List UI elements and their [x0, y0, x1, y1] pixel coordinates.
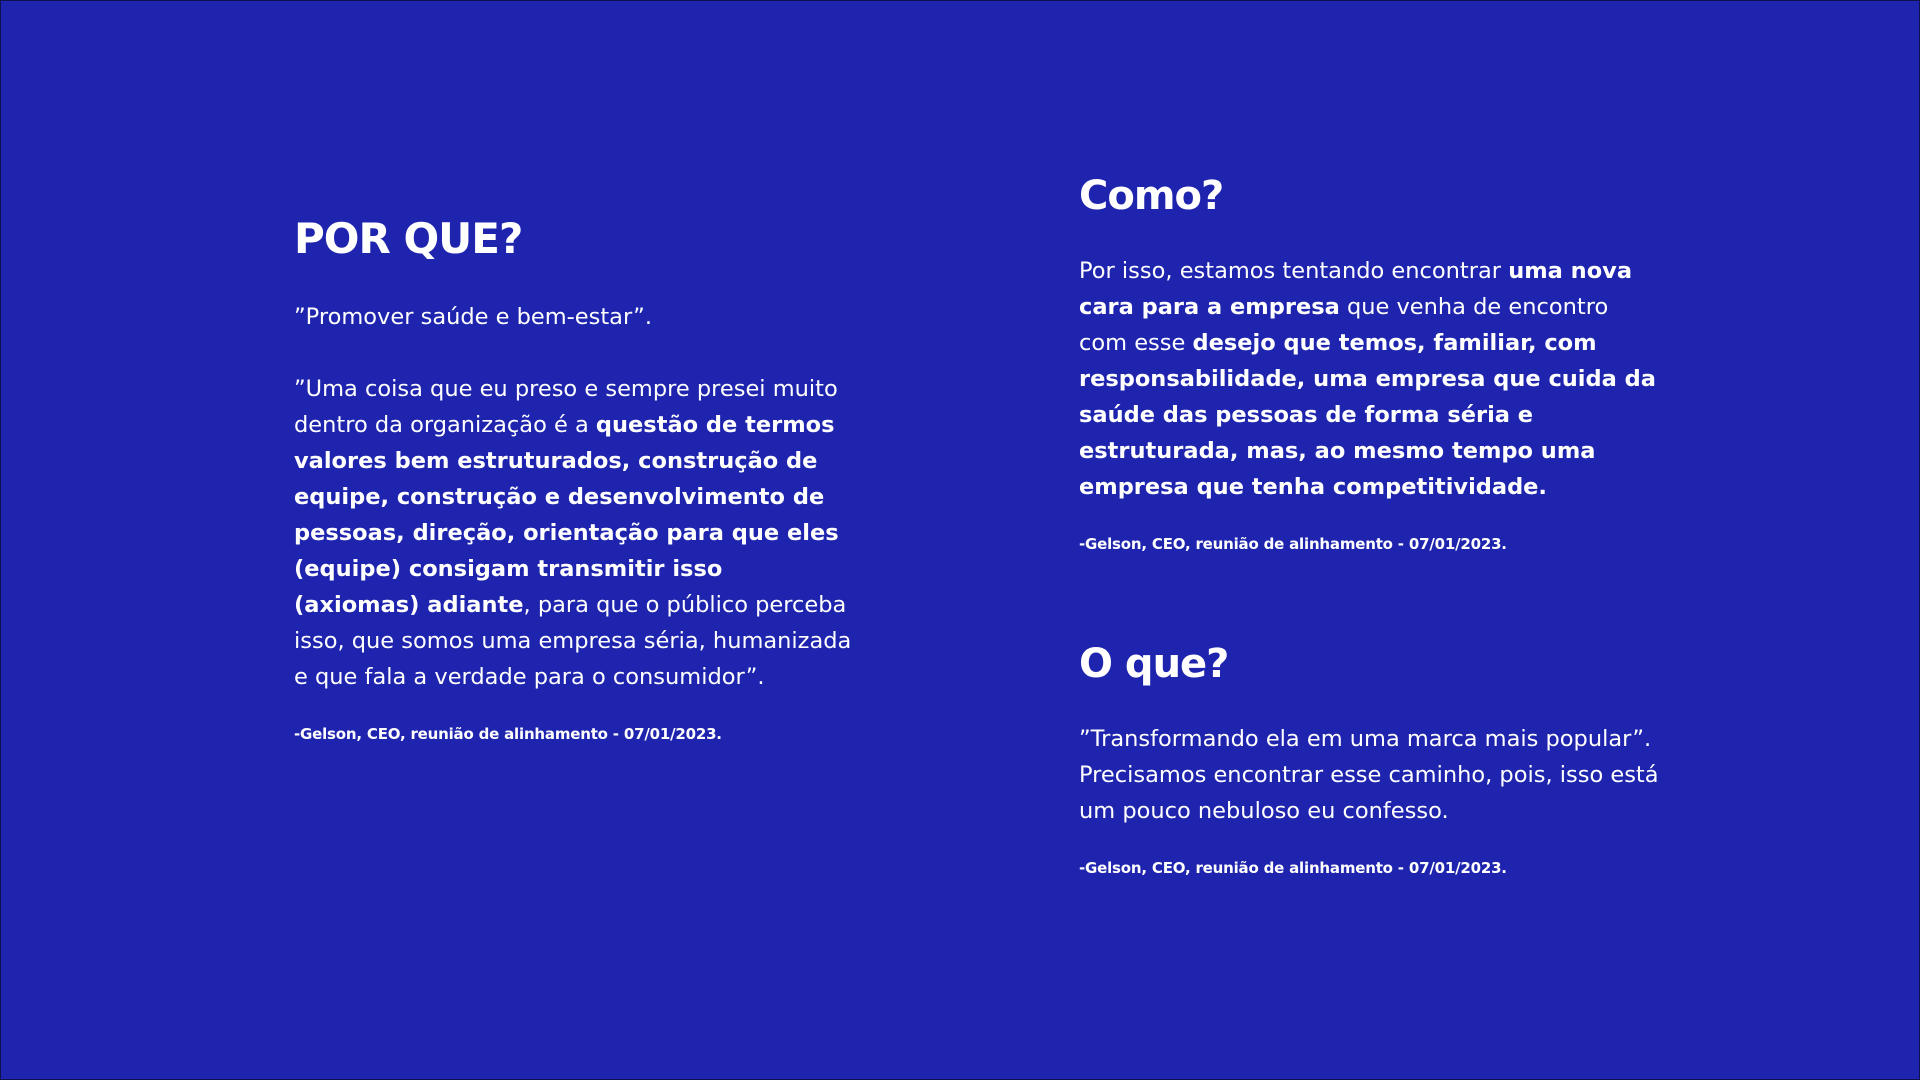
o-que-title: O que?: [1079, 641, 1229, 687]
o-que-attribution: -Gelson, CEO, reunião de alinhamento - 07/01/2023.: [1079, 859, 1507, 877]
por-que-quote-text-end: , para que o público perceba isso, que somos uma empresa séria, humanizada e que fala a verdade para o consumidor”.: [294, 592, 852, 691]
como-text-start: Por isso, estamos tentando encontrar: [1079, 258, 1509, 284]
por-que-quote-short: ”Promover saúde e bem-estar”.: [294, 304, 652, 331]
como-highlight-2: desejo que temos, familiar, com responsabilidade, uma empresa que cuida da saúde das pessoas de forma séria e estruturada, mas, ao mesmo tempo uma empresa que tenha competitividade.: [1079, 330, 1656, 500]
por-que-quote-text-start: ”Uma coisa que eu preso e sempre presei muito dentro da organização é a: [294, 376, 838, 439]
como-title: Como?: [1079, 173, 1224, 219]
como-text: [1079, 253, 1659, 505]
o-que-text: ”Transformando ela em uma marca mais popular”. Precisamos encontrar esse caminho, pois, isso está um pouco nebuloso eu confesso.: [1079, 726, 1659, 824]
por-que-quote-highlight: questão de termos valores bem estruturados, construção de equipe, construção e desenvolvimento de pessoas, direção, orientação para que eles (equipe) consigam transmitir isso (axiomas) adiante: [294, 412, 839, 619]
por-que-quote-long: [294, 371, 854, 695]
por-que-title: POR QUE?: [294, 214, 523, 263]
como-highlight-1: uma nova cara para a empresa: [1079, 258, 1633, 320]
como-text-middle: que venha de encontro com esse: [1079, 294, 1609, 356]
o-que-section: [1079, 643, 1659, 877]
por-que-attribution: -Gelson, CEO, reunião de alinhamento - 07/01/2023.: [294, 725, 722, 744]
como-attribution: -Gelson, CEO, reunião de alinhamento - 07/01/2023.: [1079, 535, 1507, 553]
como-section: [1079, 175, 1659, 553]
por-que-section: [294, 214, 854, 744]
